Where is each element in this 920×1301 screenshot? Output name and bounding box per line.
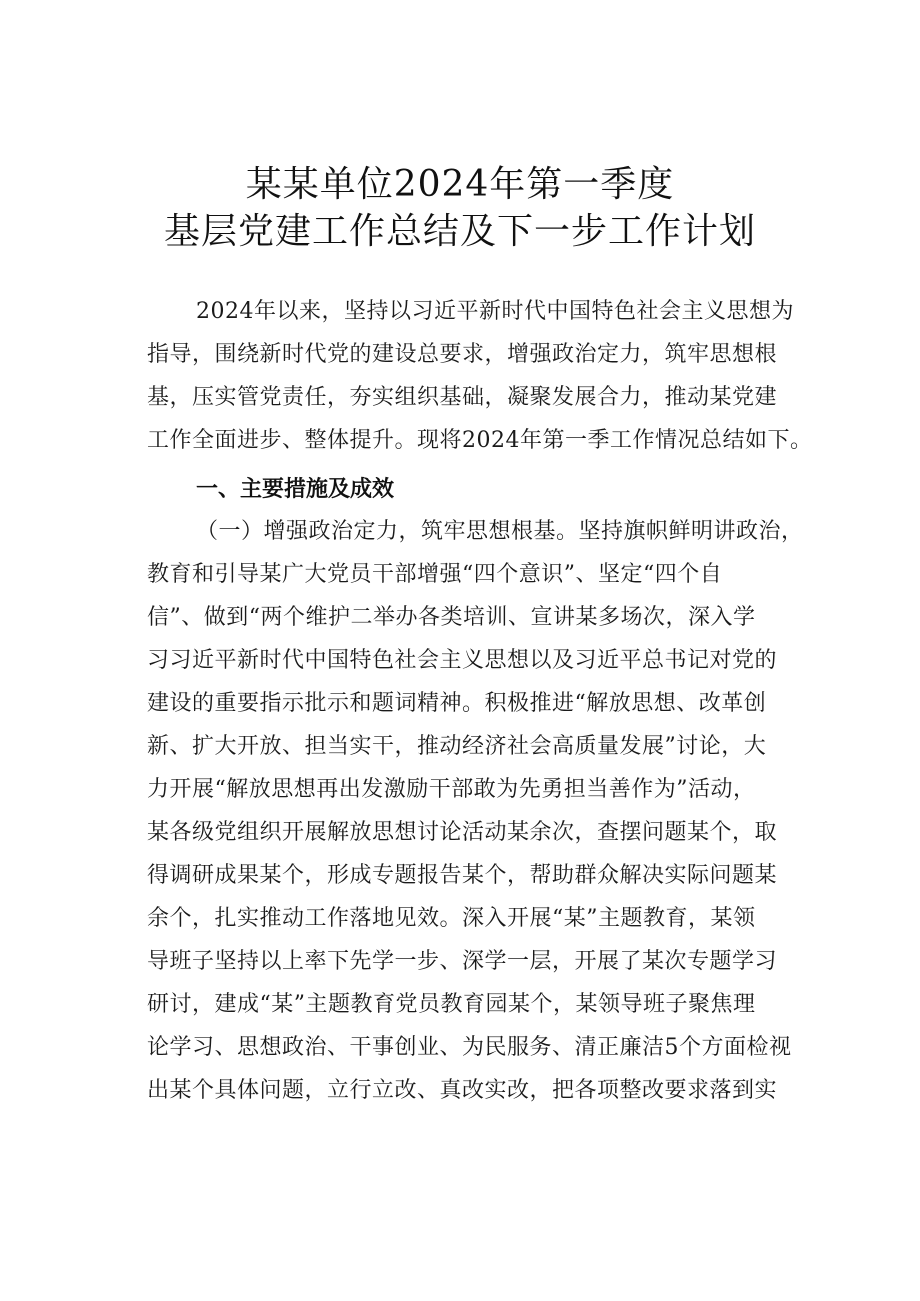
- body-line: 建设的重要指示批示和题词精神。积极推进“解放思想、改革创: [147, 691, 767, 716]
- intro-line: 工作全面进步、整体提升。现将2024年第一季工作情况总结如下。: [147, 428, 813, 453]
- body-line: 力开展“解放思想再出发激励干部敢为先勇担当善作为”活动，: [147, 777, 756, 802]
- intro-line: 指导，围绕新时代党的建设总要求，增强政治定力，筑牢思想根: [147, 342, 778, 367]
- body-line: （一）增强政治定力，筑牢思想根基。坚持旗帜鲜明讲政治，: [196, 519, 804, 544]
- body-line: 得调研成果某个，形成专题报告某个，帮助群众解决实际问题某: [147, 863, 778, 888]
- document-title-line-2: 基层党建工作总结及下一步工作计划: [163, 211, 756, 252]
- document-title-line-1: 某某单位2024年第一季度: [245, 164, 675, 205]
- body-line: 信”、做到“两个维护二举办各类培训、宣讲某多场次，深入学: [147, 605, 756, 630]
- body-line: 研讨，建成“某”主题教育党员教育园某个，某领导班子聚焦理: [147, 992, 756, 1017]
- intro-line: 2024年以来，坚持以习近平新时代中国特色社会主义思想为: [196, 299, 794, 324]
- body-line: 论学习、思想政治、干事创业、为民服务、清正廉洁5个方面检视: [147, 1035, 792, 1060]
- intro-line: 基，压实管党责任，夯实组织基础，凝聚发展合力，推动某党建: [147, 385, 778, 410]
- body-line: 习习近平新时代中国特色社会主义思想以及习近平总书记对党的: [147, 648, 778, 673]
- body-line: 某各级党组织开展解放思想讨论活动某余次，查摆问题某个，取: [147, 820, 778, 845]
- section-heading: 一、主要措施及成效: [196, 477, 395, 502]
- body-line: 教育和引导某广大党员干部增强“四个意识”、坚定“四个自: [147, 562, 723, 587]
- body-line: 新、扩大开放、担当实干，推动经济社会高质量发展”讨论，大: [147, 734, 767, 759]
- body-line: 余个，扎实推动工作落地见效。深入开展“某”主题教育，某领: [147, 906, 756, 931]
- body-line: 出某个具体问题，立行立改、真改实改，把各项整改要求落到实: [147, 1078, 778, 1103]
- body-line: 导班子坚持以上率下先学一步、深学一层，开展了某次专题学习: [147, 949, 778, 974]
